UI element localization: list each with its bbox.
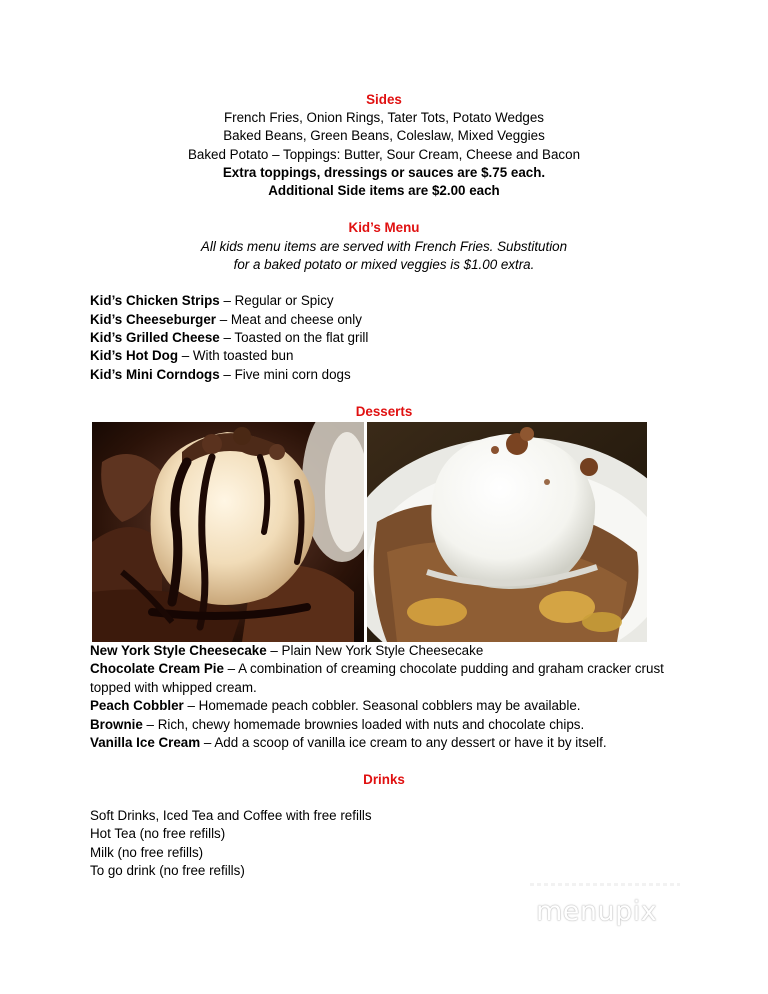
item-desc: – Add a scoop of vanilla ice cream to any dessert or have it by itself.	[200, 735, 607, 750]
sides-line: Baked Potato – Toppings: Butter, Sour Cream, Cheese and Bacon	[187, 147, 581, 162]
item-desc: – Regular or Spicy	[219, 293, 334, 308]
sides-line: Baked Beans, Green Beans, Coleslaw, Mixed Veggies	[223, 128, 545, 143]
drink-item: Soft Drinks, Iced Tea and Coffee with free refills	[90, 808, 372, 823]
item-name: Kid’s Mini Corndogs	[90, 367, 220, 382]
peach-cobbler-photo	[367, 422, 647, 642]
brownie-sundae-photo	[92, 422, 364, 642]
item-desc: – Rich, chewy homemade brownies loaded with nuts and chocolate chips.	[142, 717, 585, 732]
dessert-item	[90, 642, 483, 660]
item-desc: – With toasted bun	[178, 348, 294, 363]
kids-menu-item	[90, 329, 368, 347]
item-name: Brownie	[90, 717, 143, 732]
dessert-item	[90, 716, 584, 734]
item-desc: – Toasted on the flat grill	[219, 330, 369, 345]
item-name: Kid’s Cheeseburger	[90, 312, 217, 327]
sides-heading: Sides	[366, 92, 402, 107]
item-name: New York Style Cheesecake	[90, 643, 267, 658]
kids-menu-item	[90, 366, 351, 384]
dessert-item	[90, 679, 257, 697]
dessert-item	[90, 660, 664, 678]
sides-note: Extra toppings, dressings or sauces are $.75 each.	[222, 165, 546, 180]
dessert-item	[90, 734, 607, 752]
item-desc: – A combination of creaming chocolate pudding and graham cracker crust	[223, 661, 664, 676]
item-name: Peach Cobbler	[90, 698, 184, 713]
item-desc: – Homemade peach cobbler. Seasonal cobblers may be available.	[183, 698, 581, 713]
item-name: Vanilla Ice Cream	[90, 735, 201, 750]
kids-menu-intro: All kids menu items are served with French Fries. Substitution	[200, 239, 568, 254]
item-name: Kid’s Hot Dog	[90, 348, 179, 363]
drinks-heading: Drinks	[363, 772, 405, 787]
watermark-divider	[530, 883, 680, 886]
drink-item: Milk (no free refills)	[90, 845, 204, 860]
drink-item: Hot Tea (no free refills)	[90, 826, 226, 841]
kids-menu-item	[90, 347, 293, 365]
menupix-watermark: menupix	[536, 896, 658, 927]
kids-menu-heading: Kid’s Menu	[348, 220, 420, 235]
kids-menu-item	[90, 292, 334, 310]
item-desc: – Plain New York Style Cheesecake	[266, 643, 484, 658]
dessert-item	[90, 697, 581, 715]
drink-item: To go drink (no free refills)	[90, 863, 245, 878]
item-name: Chocolate Cream Pie	[90, 661, 224, 676]
sides-note: Additional Side items are $2.00 each	[268, 183, 500, 198]
item-desc: – Five mini corn dogs	[219, 367, 351, 382]
kids-menu-intro: for a baked potato or mixed veggies is $1.00 extra.	[233, 257, 535, 272]
item-desc: – Meat and cheese only	[216, 312, 362, 327]
kids-menu-item	[90, 311, 362, 329]
desserts-heading: Desserts	[355, 404, 413, 419]
item-name: Kid’s Grilled Cheese	[90, 330, 220, 345]
item-desc: topped with whipped cream.	[90, 680, 257, 695]
sides-line: French Fries, Onion Rings, Tater Tots, Potato Wedges	[223, 110, 545, 125]
item-name: Kid’s Chicken Strips	[90, 293, 220, 308]
